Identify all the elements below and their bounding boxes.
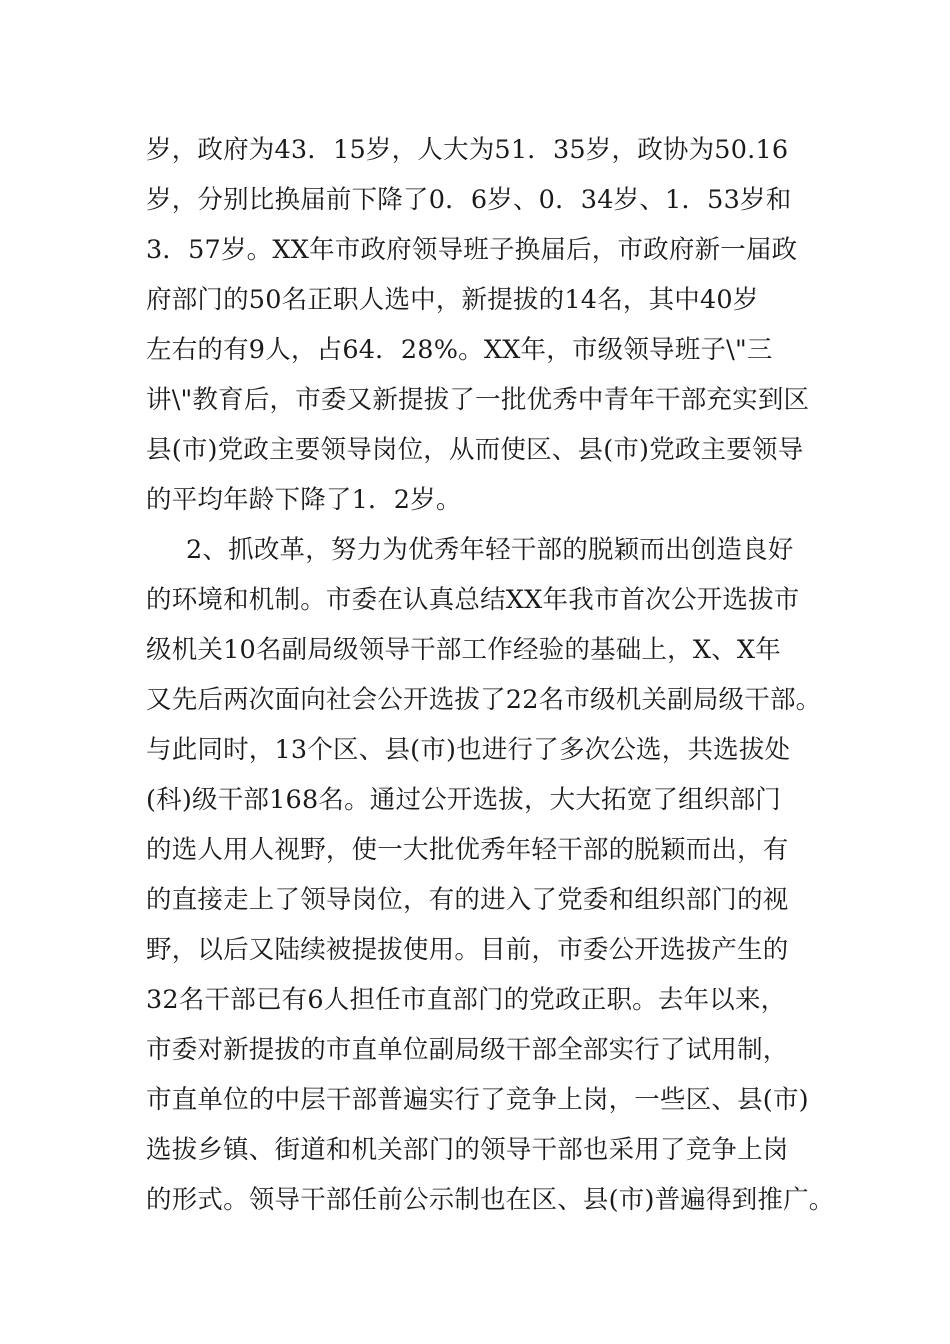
text-line: 的形式。领导干部任前公示制也在区、县(市)普遍得到推广。 <box>146 1185 835 1215</box>
text-line: 的平均年龄下降了1．2岁。 <box>146 485 462 515</box>
text-line: 的环境和机制。市委在认真总结XX年我市首次公开选拔市 <box>146 585 800 615</box>
text-line: 讲\"教育后，市委又新提拔了一批优秀中青年干部充实到区 <box>146 385 810 415</box>
paragraph-start-line: 2、抓改革，努力为优秀年轻干部的脱颖而出创造良好 <box>186 535 794 565</box>
text-line: 县(市)党政主要领导岗位，从而使区、县(市)党政主要领导 <box>146 435 804 465</box>
text-line: 左右的有9人，占64．28%。XX年，市级领导班子\"三 <box>146 335 773 365</box>
text-line: 级机关10名副局级领导干部工作经验的基础上，X、X年 <box>146 635 781 665</box>
text-line: 的直接走上了领导岗位，有的进入了党委和组织部门的视 <box>146 885 789 915</box>
text-line: 野，以后又陆续被提拔使用。目前，市委公开选拔产生的 <box>146 935 789 965</box>
text-line: 府部门的50名正职人选中，新提拔的14名，其中40岁 <box>146 285 759 315</box>
text-line: 岁，政府为43．15岁，人大为51．35岁，政协为50.16 <box>146 135 789 165</box>
text-line: 又先后两次面向社会公开选拔了22名市级机关副局级干部。 <box>146 685 822 715</box>
text-line: 市直单位的中层干部普遍实行了竞争上岗，一些区、县(市) <box>146 1085 809 1115</box>
text-line: 32名干部已有6人担任市直部门的党政正职。去年以来， <box>146 985 787 1015</box>
text-line: 3．57岁。XX年市政府领导班子换届后，市政府新一届政 <box>146 235 798 265</box>
text-line: (科)级干部168名。通过公开选拔，大大拓宽了组织部门 <box>146 785 781 815</box>
text-line: 选拔乡镇、街道和机关部门的领导干部也采用了竞争上岗 <box>146 1135 789 1165</box>
text-line: 与此同时，13个区、县(市)也进行了多次公选，共选拔处 <box>146 735 791 765</box>
text-line: 市委对新提拔的市直单位副局级干部全部实行了试用制， <box>146 1035 789 1065</box>
text-line: 岁，分别比换届前下降了0．6岁、0．34岁、1．53岁和 <box>146 185 792 215</box>
text-line: 的选人用人视野，使一大批优秀年轻干部的脱颖而出，有 <box>146 835 789 865</box>
